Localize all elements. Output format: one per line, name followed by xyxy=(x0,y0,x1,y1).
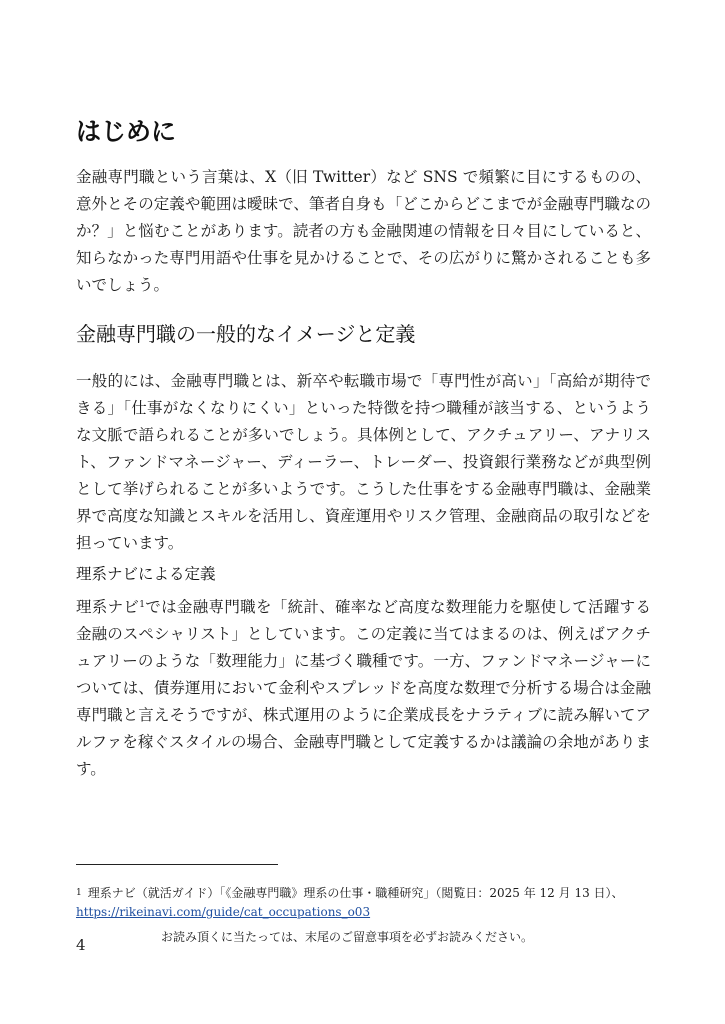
paragraph-rikeinavi-rest: では金融専門職を「統計、確率など高度な数理能力を駆使して活躍する金融のスペシャリスト」としています。この定義に当てはまるのは、例えばアクチュアリーのような「数理能力」に基づく職種です。一方、ファンドマネージャーについては、債券運用において金利やスプレッドを高度な数理で分析する場合は金融専門職と言えそうですが、株式運用のように企業成長をナラティブに読み解いてアルファを稼ぐスタイルの場合、金融専門職として定義するかは議論の余地があります。 xyxy=(76,598,651,778)
footnote-url-link[interactable]: https://rikeinavi.com/guide/cat_occupations_o03 xyxy=(76,905,371,919)
paragraph-rikeinavi-lead: 理系ナビ xyxy=(76,598,140,616)
heading-general-image: 金融専門職の一般的なイメージと定義 xyxy=(76,322,416,346)
footnote-mark: 1 xyxy=(76,888,82,898)
paragraph-rikeinavi-definition xyxy=(76,594,651,783)
reading-notice: お読み頂くに当たっては、末尾のご留意事項を必ずお読みください。 xyxy=(161,930,534,944)
paragraph-general-image: 一般的には、金融専門職とは、新卒や転職市場で「専門性が高い」「高給が期待できる」「仕事がなくなりにくい」といった特徴を持つ職種が該当する、というような文脈で語られることが多いでしょう。具体例として、アクチュアリー、アナリスト、ファンドマネージャー、ディーラー、トレーダー、投資銀行業務などが典型例として挙げられることが多いようです。こうした仕事をする金融専門職は、金融業界で高度な知識とスキルを活用し、資産運用やリスク管理、金融商品の取引などを担っています。 xyxy=(76,372,651,552)
paragraph-intro: 金融専門職という言葉は、X（旧 Twitter）など SNS で頻繁に目にするものの、意外とその定義や範囲は曖昧で、筆者自身も「どこからどこまでが金融専門職なのか？」と悩むことがあります。読者の方も金融関連の情報を日々目にしていると、知らなかった専門用語や仕事を見かけることで、その広がりに驚かされることも多いでしょう。 xyxy=(76,168,651,294)
footnote-reference-link[interactable]: 1 xyxy=(139,600,145,610)
heading-intro: はじめに xyxy=(76,117,177,146)
page-number: 4 xyxy=(76,936,86,954)
footnote-divider xyxy=(76,864,278,865)
footnote-text: 理系ナビ（就活ガイド）「《金融専門職》理系の仕事・職種研究」（閲覧日：2025 年 12 月 13 日）、 xyxy=(87,886,624,900)
footnote xyxy=(76,884,666,922)
heading-rikeinavi-definition: 理系ナビによる定義 xyxy=(76,565,216,583)
